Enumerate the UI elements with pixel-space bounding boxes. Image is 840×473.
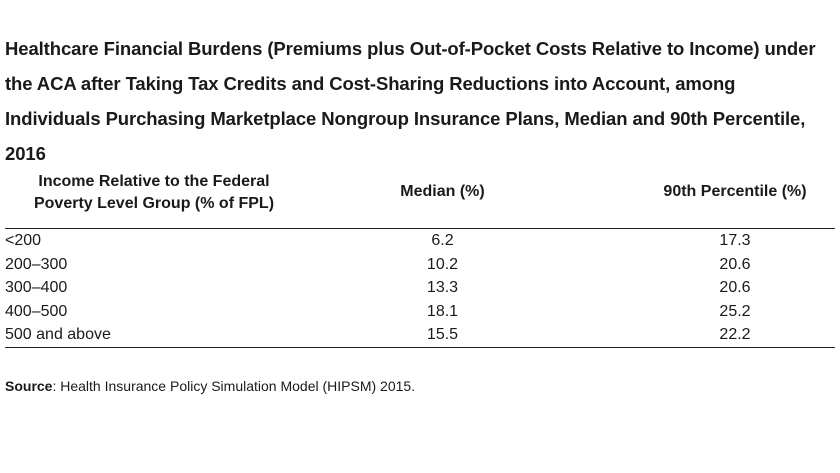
source-label: Source: [5, 378, 53, 394]
table-body: [5, 229, 835, 347]
table-header: [5, 168, 835, 228]
cell-income-group: 400–500: [5, 302, 68, 320]
cell-90th-percentile: 17.3: [719, 232, 751, 249]
table-row: [5, 300, 835, 324]
cell-median: 10.2: [426, 255, 459, 273]
cell-90th-percentile: 20.6: [719, 279, 751, 296]
source-text: : Health Insurance Policy Simulation Model (HIPSM) 2015.: [52, 378, 416, 394]
cell-median: 18.1: [426, 302, 459, 320]
cell-income-group: 300–400: [5, 279, 68, 296]
cell-median: 15.5: [426, 326, 459, 343]
column-header-income-group: Income Relative to the Federal Poverty Level Group (% of FPL): [33, 173, 275, 212]
table-row: [5, 229, 835, 253]
cell-90th-percentile: 22.2: [719, 326, 751, 343]
source-note: [5, 376, 415, 396]
table-row: [5, 323, 835, 347]
cell-median: 13.3: [426, 279, 459, 296]
column-header-median: Median (%): [400, 183, 485, 200]
table-title: Healthcare Financial Burdens (Premiums plus Out-of-Pocket Costs Relative to Income) under the ACA after Taking Tax Credits and Cost-Sharing Reductions into Account, among Individuals Purchasing Marketplace Nongroup Insurance Plans, Median and 90th Percentile, 2016: [5, 38, 816, 164]
cell-income-group: <200: [5, 232, 42, 249]
cell-income-group: 200–300: [5, 255, 68, 273]
table-row: [5, 253, 835, 277]
column-header-90th-percentile: 90th Percentile (%): [663, 183, 807, 200]
cell-90th-percentile: 20.6: [719, 255, 751, 273]
cell-median: 6.2: [431, 232, 454, 249]
table-row: [5, 276, 835, 300]
cell-90th-percentile: 25.2: [719, 302, 751, 320]
data-table: [5, 168, 835, 348]
cell-income-group: 500 and above: [5, 326, 111, 343]
table-bottom-rule: [5, 347, 835, 348]
